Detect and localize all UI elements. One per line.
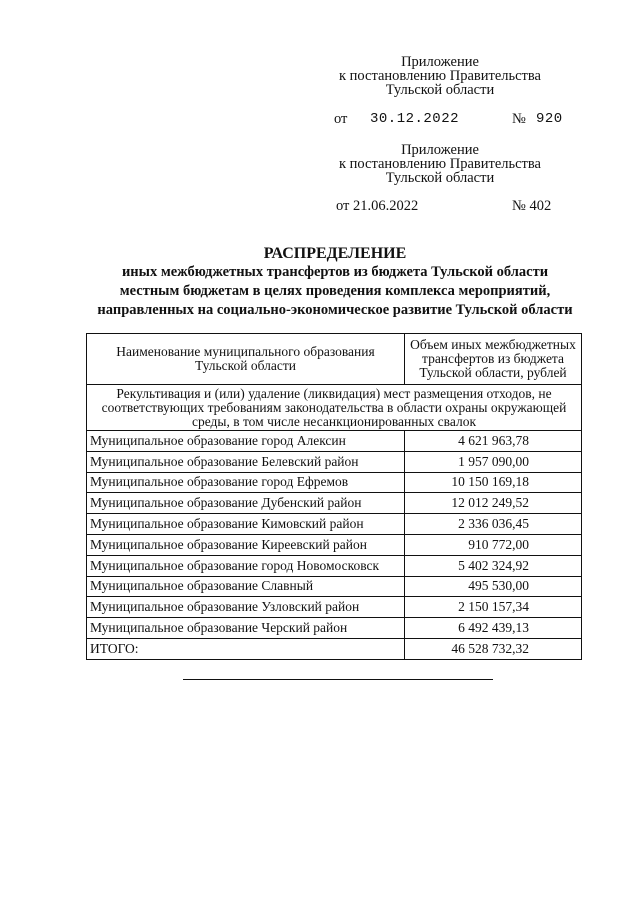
approval-1-line3: Тульской области	[385, 82, 495, 98]
section-title: Рекультивация и (или) удаление (ликвидация) мест размещения отходов, не соответствующих требованиям законодательства в области охраны окружающей среды, в том числе несанкционированных свалок	[87, 385, 582, 431]
transfer-amount: 2 150 157,34	[405, 597, 582, 618]
total-row	[87, 638, 582, 659]
approval-2-line2: к постановлению Правительства	[339, 156, 541, 172]
transfer-amount: 4 621 963,78	[405, 431, 582, 452]
approval-2-line1: Приложение	[401, 142, 479, 158]
heading-line-1: иных межбюджетных трансфертов из бюджета Тульской области	[121, 264, 549, 280]
table-row	[87, 618, 582, 639]
transfer-amount: 910 772,00	[405, 534, 582, 555]
table-row	[87, 493, 582, 514]
municipality-name: Муниципальное образование Кимовский район	[87, 514, 405, 535]
table-row	[87, 555, 582, 576]
table-row	[87, 431, 582, 452]
approval-1-date-row	[334, 111, 574, 131]
municipality-name: Муниципальное образование Черский район	[87, 618, 405, 639]
municipality-name: Муниципальное образование город Новомосковск	[87, 555, 405, 576]
transfer-amount: 495 530,00	[405, 576, 582, 597]
table-row	[87, 472, 582, 493]
approval-1-line1: Приложение	[401, 54, 479, 70]
column-header-name: Наименование муниципального образования Тульской области	[87, 334, 405, 385]
distribution-table	[86, 333, 582, 660]
approval-2-number: № 402	[512, 198, 552, 214]
table-row	[87, 534, 582, 555]
table-row	[87, 597, 582, 618]
approval-1-date-prefix: от	[334, 111, 348, 127]
table-row	[87, 514, 582, 535]
approval-1-date: 30.12.2022	[370, 111, 460, 127]
heading-line-2: местным бюджетам в целях проведения комплекса мероприятий,	[119, 283, 551, 299]
municipality-name: Муниципальное образование Киреевский район	[87, 534, 405, 555]
transfer-amount: 10 150 169,18	[405, 472, 582, 493]
municipality-name: Муниципальное образование город Ефремов	[87, 472, 405, 493]
transfer-amount: 12 012 249,52	[405, 493, 582, 514]
approval-2-line3: Тульской области	[385, 170, 495, 186]
municipality-name: Муниципальное образование Славный	[87, 576, 405, 597]
section-row	[87, 385, 582, 431]
total-amount: 46 528 732,32	[405, 638, 582, 659]
document-title: РАСПРЕДЕЛЕНИЕ	[263, 245, 407, 262]
table-row	[87, 451, 582, 472]
approval-1-line2: к постановлению Правительства	[339, 68, 541, 84]
municipality-name: Муниципальное образование Дубенский район	[87, 493, 405, 514]
closing-rule	[183, 679, 493, 680]
total-label: ИТОГО:	[87, 638, 405, 659]
transfer-amount: 1 957 090,00	[405, 451, 582, 472]
transfer-amount: 2 336 036,45	[405, 514, 582, 535]
municipality-name: Муниципальное образование Узловский район	[87, 597, 405, 618]
table-header-row	[87, 334, 582, 385]
approval-header-1	[320, 55, 560, 97]
column-header-amount: Объем иных межбюджетных трансфертов из бюджета Тульской области, рублей	[405, 334, 582, 385]
table-row	[87, 576, 582, 597]
municipality-name: Муниципальное образование Белевский район	[87, 451, 405, 472]
transfer-amount: 6 492 439,13	[405, 618, 582, 639]
heading-line-3: направленных на социально-экономическое развитие Тульской области	[97, 302, 573, 318]
approval-2-date-row	[336, 198, 576, 218]
approval-1-number-prefix: №	[512, 111, 526, 127]
municipality-name: Муниципальное образование город Алексин	[87, 431, 405, 452]
approval-2-date: от 21.06.2022	[336, 198, 419, 214]
transfer-amount: 5 402 324,92	[405, 555, 582, 576]
approval-header-2	[320, 143, 560, 185]
document-heading	[80, 244, 590, 320]
approval-1-number: 920	[536, 111, 563, 127]
